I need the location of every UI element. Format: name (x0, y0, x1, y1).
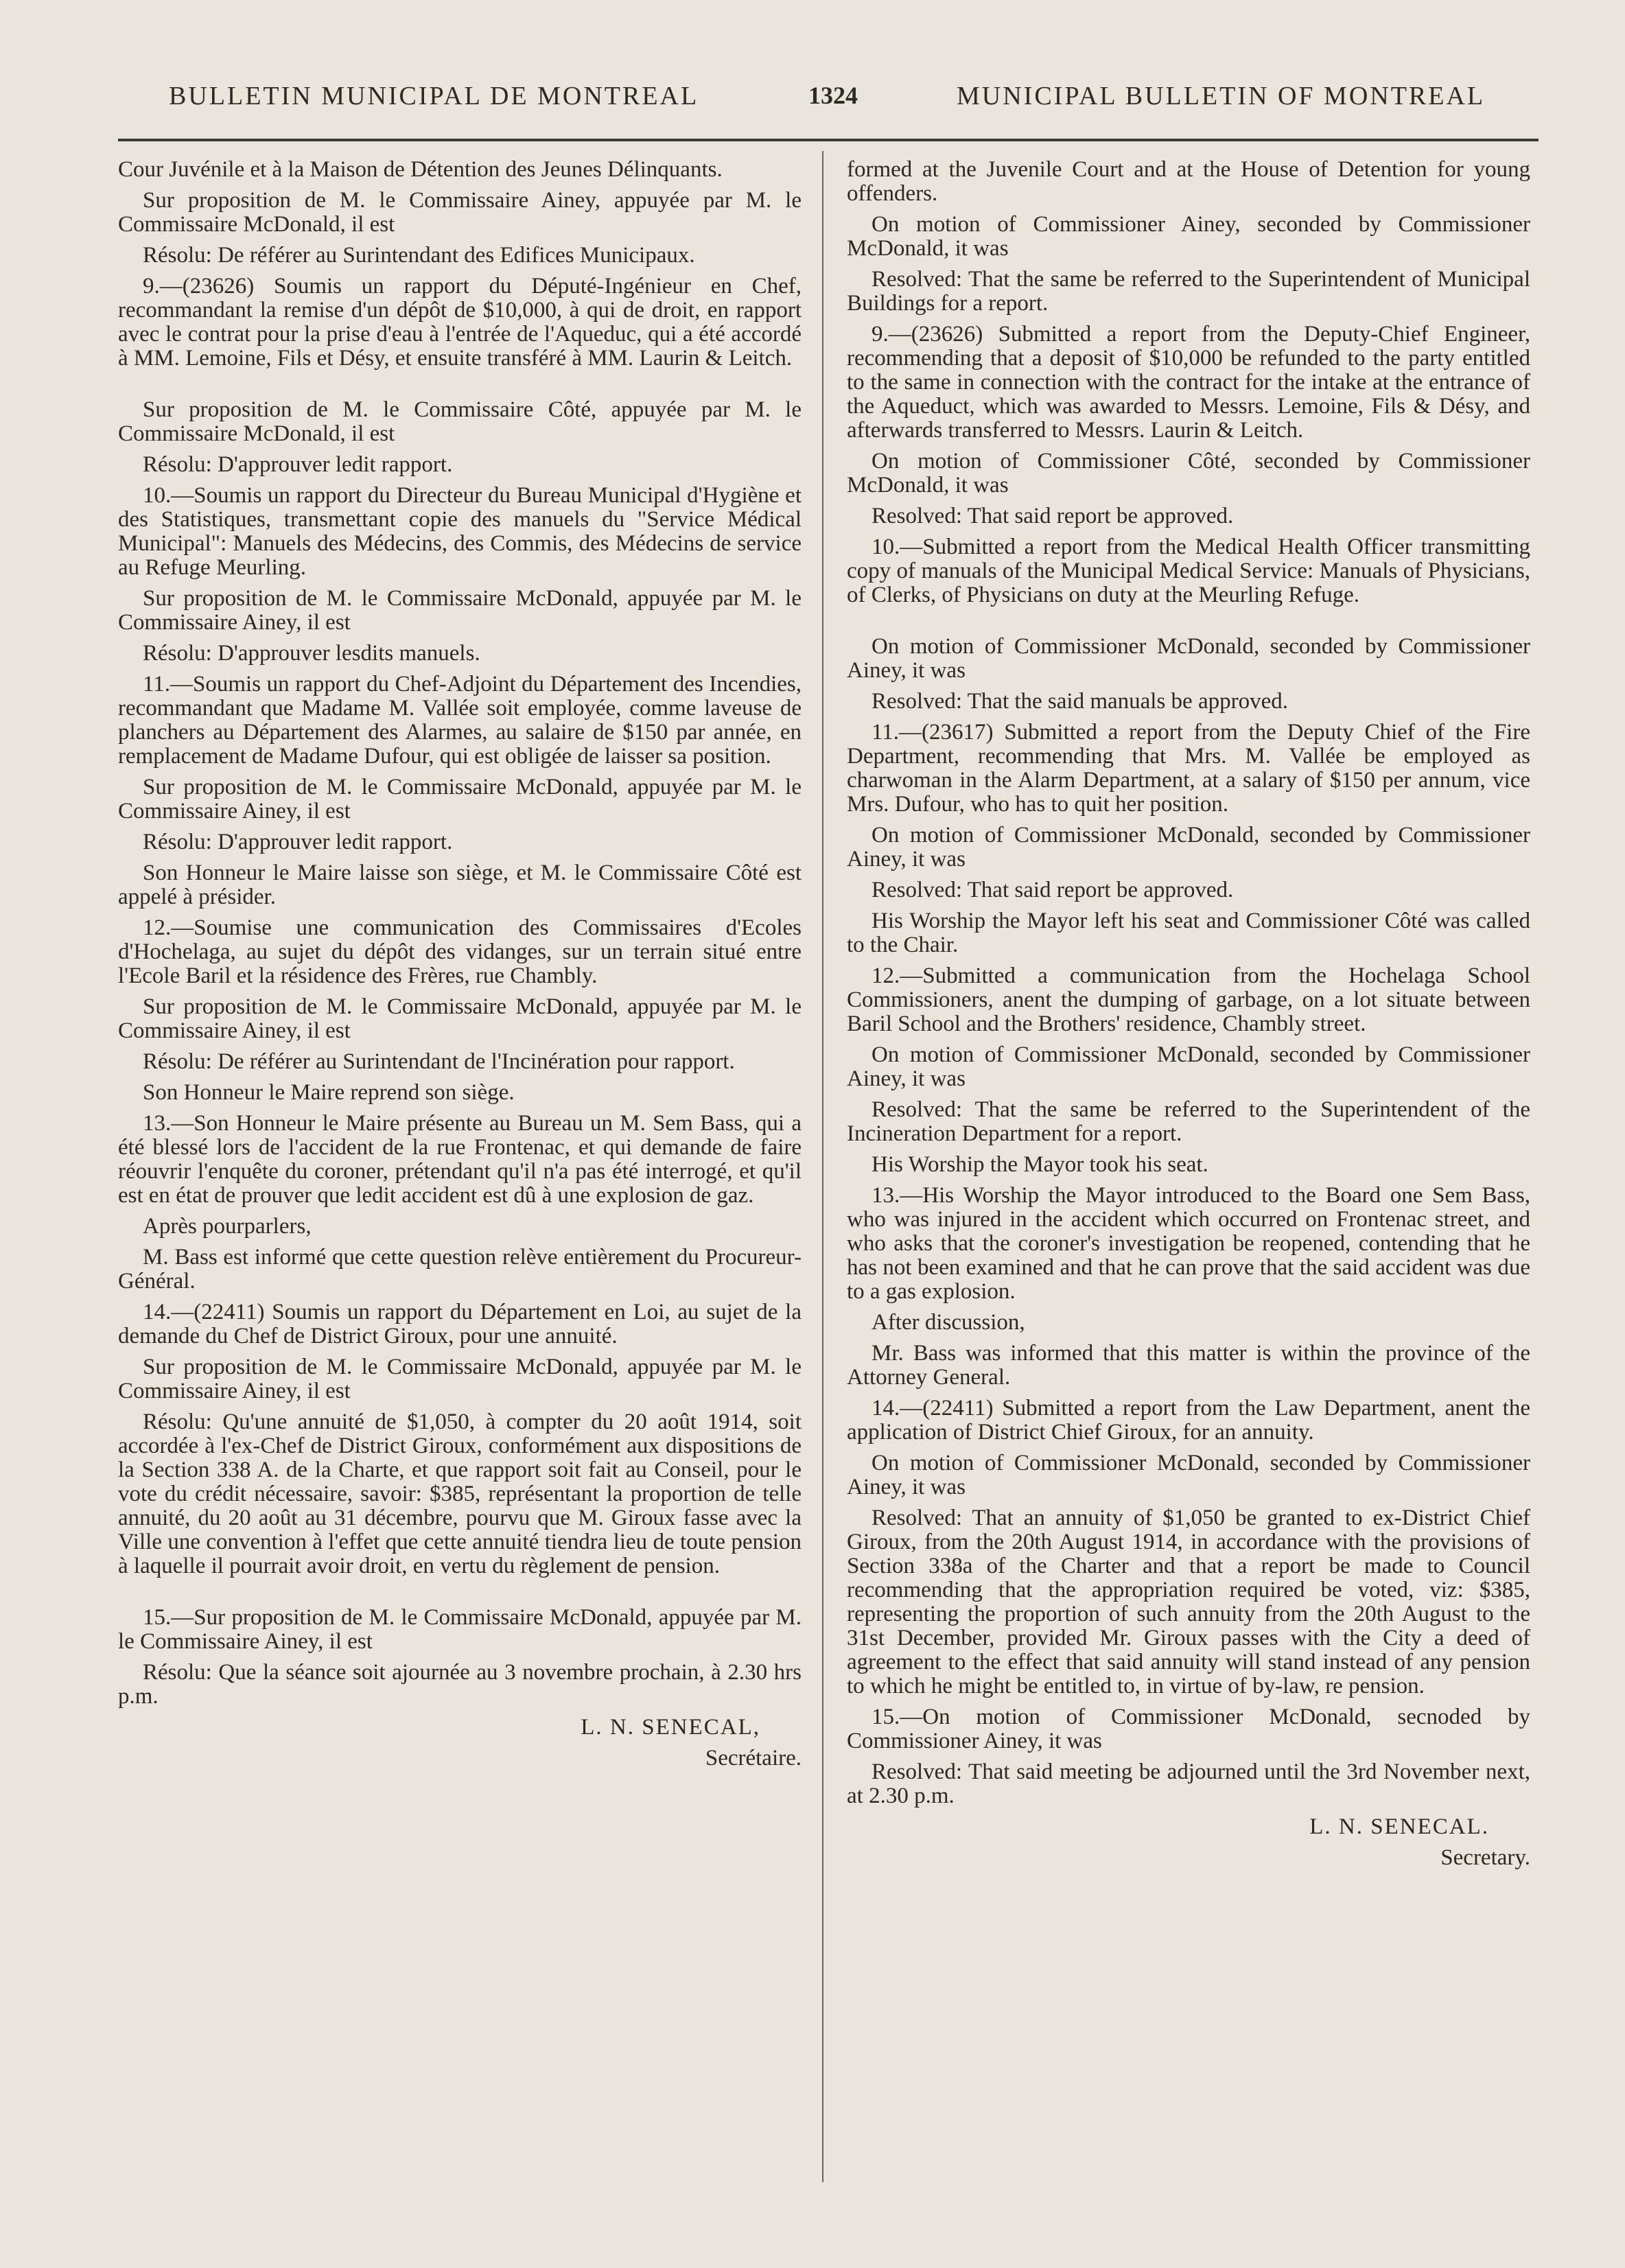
en-paragraph: His Worship the Mayor took his seat. (872, 1152, 1208, 1177)
fr-paragraph: Cour Juvénile et à la Maison de Détention des Jeunes Délinquants. (118, 157, 723, 182)
en-paragraph: Resolved: That the same be referred to the Superintendent of the Incineration Department for a report. (847, 1097, 1530, 1146)
en-paragraph: His Worship the Mayor left his seat and Commissioner Côté was called to the Chair. (847, 909, 1530, 957)
en-signature-name: L. N. SENECAL. (1309, 1814, 1489, 1839)
fr-paragraph: Résolu: Que la séance soit ajournée au 3 novembre prochain, à 2.30 hrs p.m. (118, 1660, 802, 1709)
fr-paragraph: 9.—(23626) Soumis un rapport du Député-Ingénieur en Chef, recommandant la remise d'un dépôt de $10,000, à qui de droit, en rapport avec le contrat pour la prise d'eau à l'entrée de l'Aqueduc, qui a été accordé à MM. Lemoine, Fils et Désy, et ensuite transféré à MM. Laurin & Leitch. (118, 274, 802, 371)
en-paragraph: 12.—Submitted a communication from the Hochelaga School Commissioners, anent the dumping of garbage, on a lot situate between Baril School and the Brothers' residence, Chambly street. (847, 963, 1530, 1036)
en-paragraph: On motion of Commissioner McDonald, seconded by Commissioner Ainey, it was (847, 1042, 1530, 1091)
en-paragraph: On motion of Commissioner McDonald, seconded by Commissioner Ainey, it was (847, 1451, 1530, 1499)
fr-paragraph: Sur proposition de M. le Commissaire Côté, appuyée par M. le Commissaire McDonald, il est (118, 397, 802, 446)
en-paragraph: On motion of Commissioner McDonald, seconded by Commissioner Ainey, it was (847, 634, 1530, 683)
fr-paragraph: Sur proposition de M. le Commissaire McDonald, appuyée par M. le Commissaire Ainey, il est (118, 586, 802, 635)
fr-paragraph: Résolu: De référer au Surintendant des Edifices Municipaux. (143, 243, 695, 268)
en-paragraph: formed at the Juvenile Court and at the House of Detention for young offenders. (847, 157, 1530, 206)
en-paragraph: 10.—Submitted a report from the Medical Health Officer transmitting copy of manuals of the Municipal Medical Service: Manuals of Physicians, of Clerks, of Physicians on duty at the Meurling Refuge. (847, 535, 1530, 607)
english-column (847, 158, 1530, 1877)
fr-paragraph: 13.—Son Honneur le Maire présente au Bureau un M. Sem Bass, qui a été blessé lors de l'accident de la rue Frontenac, et qui demande de faire réouvrir l'enquête du coroner, prétendant qu'il n'a pas été interrogé, et qu'il est en état de prouver que ledit accident est dû à une explosion de gaz. (118, 1111, 802, 1208)
fr-signature-title: Secrétaire. (705, 1746, 802, 1770)
fr-paragraph: Son Honneur le Maire reprend son siège. (143, 1080, 515, 1105)
fr-paragraph: 14.—(22411) Soumis un rapport du Département en Loi, au sujet de la demande du Chef de District Giroux, pour une annuité. (118, 1300, 802, 1348)
french-column (118, 158, 802, 1777)
en-paragraph: Resolved: That the said manuals be approved. (872, 689, 1288, 714)
header-rule (118, 139, 1539, 141)
en-paragraph: 15.—On motion of Commissioner McDonald, secnoded by Commissioner Ainey, it was (847, 1705, 1530, 1753)
en-paragraph: 13.—His Worship the Mayor introduced to the Board one Sem Bass, who was injured in the accident which occurred on Frontenac street, and who asks that the coroner's investigation be reopened, contending that he has not been examined and that he can prove that the said accident was due to a gas explosion. (847, 1183, 1530, 1304)
fr-paragraph: Résolu: D'approuver lesdits manuels. (143, 641, 480, 666)
fr-paragraph: 15.—Sur proposition de M. le Commissaire McDonald, appuyée par M. le Commissaire Ainey, il est (118, 1605, 802, 1654)
header-english-title: MUNICIPAL BULLETIN OF MONTREAL (957, 82, 1486, 110)
fr-paragraph: Résolu: D'approuver ledit rapport. (143, 830, 453, 854)
running-header (0, 81, 1625, 122)
fr-paragraph: M. Bass est informé que cette question relève entièrement du Procureur-Général. (118, 1245, 802, 1294)
fr-paragraph: 11.—Soumis un rapport du Chef-Adjoint du Département des Incendies, recommandant que Madame M. Vallée soit employée, comme laveuse de planchers au Département des Alarmes, au salaire de $150 par année, en remplacement de Madame Dufour, qui est obligée de laisser sa position. (118, 672, 802, 769)
en-signature-title: Secretary. (1440, 1845, 1530, 1870)
header-french-title: BULLETIN MUNICIPAL DE MONTREAL (169, 82, 699, 110)
fr-paragraph: Sur proposition de M. le Commissaire McDonald, appuyée par M. le Commissaire Ainey, il est (118, 775, 802, 823)
page-number: 1324 (808, 82, 858, 109)
fr-signature-name: L. N. SENECAL, (581, 1715, 760, 1740)
fr-paragraph: Après pourparlers, (143, 1214, 312, 1239)
en-paragraph: Resolved: That said meeting be adjourned until the 3rd November next, at 2.30 p.m. (847, 1760, 1530, 1808)
en-paragraph: 11.—(23617) Submitted a report from the Deputy Chief of the Fire Department, recommending that Mrs. M. Vallée be employed as charwoman in the Alarm Department, at a salary of $150 per annum, vice Mrs. Dufour, who has to quit her position. (847, 720, 1530, 817)
en-paragraph: 14.—(22411) Submitted a report from the Law Department, anent the application of District Chief Giroux, for an annuity. (847, 1396, 1530, 1445)
fr-paragraph: Sur proposition de M. le Commissaire Ainey, appuyée par M. le Commissaire McDonald, il est (118, 188, 802, 237)
en-paragraph: Resolved: That said report be approved. (872, 878, 1234, 902)
fr-paragraph: Sur proposition de M. le Commissaire McDonald, appuyée par M. le Commissaire Ainey, il est (118, 1355, 802, 1403)
en-paragraph: Resolved: That an annuity of $1,050 be granted to ex-District Chief Giroux, from the 20th August 1914, in accordance with the provisions of Section 338a of the Charter and that a report be made to Council recommending that the appropriation required be voted, viz: $385, representing the proportion of such annuity from the 20th August to the 31st December, provided Mr. Giroux passes with the City a deed of agreement to the effect that said annuity will stand instead of any pension to which he might be entitled to, in virtue of by-law, re pension. (847, 1506, 1530, 1698)
fr-paragraph: Sur proposition de M. le Commissaire McDonald, appuyée par M. le Commissaire Ainey, il est (118, 994, 802, 1043)
en-paragraph: On motion of Commissioner McDonald, seconded by Commissioner Ainey, it was (847, 823, 1530, 872)
fr-paragraph: Résolu: D'approuver ledit rapport. (143, 452, 453, 477)
en-paragraph: 9.—(23626) Submitted a report from the Deputy-Chief Engineer, recommending that a deposit of $10,000 be refunded to the party entitled to the same in connection with the contract for the intake at the entrance of the Aqueduct, which was awarded to Messrs. Lemoine, Fils & Désy, and afterwards transferred to Messrs. Laurin & Leitch. (847, 322, 1530, 443)
en-paragraph: On motion of Commissioner Côté, seconded by Commissioner McDonald, it was (847, 449, 1530, 498)
en-paragraph: Resolved: That said report be approved. (872, 504, 1234, 528)
fr-paragraph: 10.—Soumis un rapport du Directeur du Bureau Municipal d'Hygiène et des Statistiques, transmettant copie des manuels du "Service Médical Municipal": Manuels des Médecins, des Commis, des Médecins de service au Refuge Meurling. (118, 483, 802, 580)
fr-paragraph: 12.—Soumise une communication des Commissaires d'Ecoles d'Hochelaga, au sujet du dépôt des vidanges, sur un terrain situé entre l'Ecole Baril et la résidence des Frères, rue Chambly. (118, 915, 802, 988)
column-divider (822, 151, 823, 2182)
en-paragraph: After discussion, (872, 1310, 1025, 1335)
en-paragraph: Resolved: That the same be referred to the Superintendent of Municipal Buildings for a report. (847, 267, 1530, 316)
en-paragraph: Mr. Bass was informed that this matter is within the province of the Attorney General. (847, 1341, 1530, 1390)
fr-paragraph: Résolu: De référer au Surintendant de l'Incinération pour rapport. (143, 1049, 735, 1074)
fr-paragraph: Résolu: Qu'une annuité de $1,050, à compter du 20 août 1914, soit accordée à l'ex-Chef de District Giroux, conformément aux dispositions de la Section 338 A. de la Charte, et que rapport soit fait au Conseil, pour le vote du crédit nécessaire, savoir: $385, représentant la proportion de telle annuité, du 20 août au 31 décembre, pourvu que M. Giroux fasse avec la Ville une convention à l'effet que cette annuité tiendra lieu de toute pension à laquelle il pourrait avoir droit, en vertu du règlement de pension. (118, 1410, 802, 1578)
en-paragraph: On motion of Commissioner Ainey, seconded by Commissioner McDonald, it was (847, 212, 1530, 261)
fr-paragraph: Son Honneur le Maire laisse son siège, et M. le Commissaire Côté est appelé à présider. (118, 861, 802, 909)
